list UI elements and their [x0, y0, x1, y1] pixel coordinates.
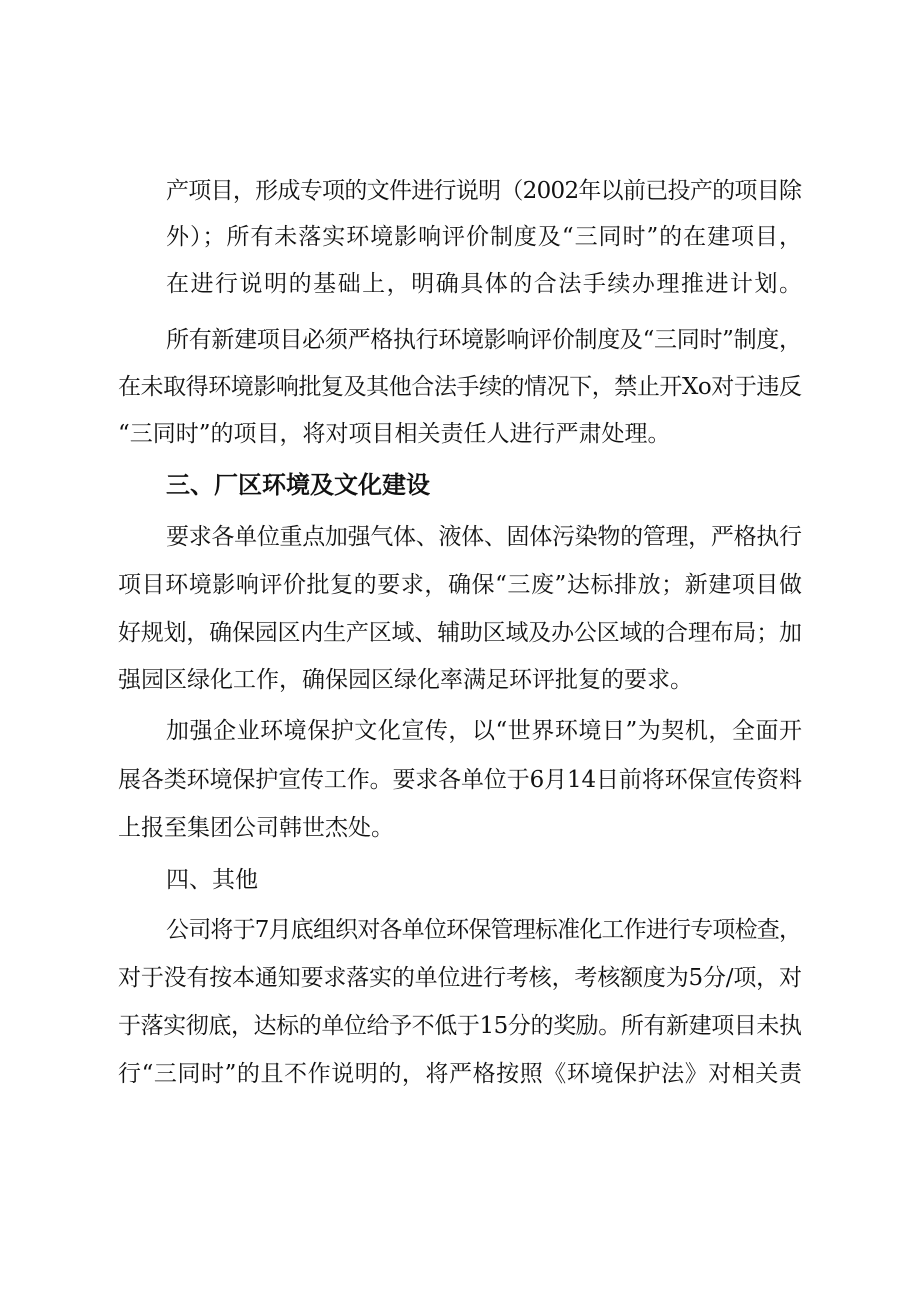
- paragraph-5-line-4: 行“三同时”的且不作说明的，将严格按照《环境保护法》对相关责: [118, 1061, 803, 1087]
- paragraph-4-line-2: 展各类环境保护宣传工作。要求各单位于6月14日前将环保宣传资料: [118, 767, 802, 793]
- section-heading-3: 三、厂区环境及文化建设: [166, 471, 430, 499]
- paragraph-3-line-1: 要求各单位重点加强气体、液体、固体污染物的管理，严格执行: [166, 524, 802, 550]
- paragraph-3-line-2: 项目环境影响评价批复的要求，确保“三废”达标排放；新建项目做: [118, 572, 803, 598]
- paragraph-5-line-1: 公司将于7月底组织对各单位环保管理标准化工作进行专项检查，: [166, 917, 802, 943]
- paragraph-1-line-1: 产项目，形成专项的文件进行说明（2002年以前已投产的项目除: [166, 178, 802, 204]
- paragraph-1-line-2: 外）；所有未落实环境影响评价制度及“三同时”的在建项目，: [166, 224, 803, 250]
- paragraph-5-line-2: 对于没有按本通知要求落实的单位进行考核，考核额度为5分/项，对: [118, 965, 802, 991]
- section-heading-4: 四、其他: [166, 867, 258, 893]
- paragraph-1-line-3: 在进行说明的基础上，明确具体的合法手续办理推进计划。: [166, 271, 804, 297]
- paragraph-2-line-1: 所有新建项目必须严格执行环境影响评价制度及“三同时”制度，: [166, 327, 802, 353]
- paragraph-2-line-3: “三同时”的项目，将对项目相关责任人进行严肃处理。: [118, 421, 671, 447]
- paragraph-3-line-3: 好规划，确保园区内生产区域、辅助区域及办公区域的合理布局；加: [118, 620, 802, 646]
- paragraph-4-line-3: 上报至集团公司韩世杰处。: [118, 815, 394, 841]
- paragraph-3-line-4: 强园区绿化工作，确保园区绿化率满足环评批复的要求。: [118, 667, 693, 693]
- paragraph-2-line-2: 在未取得环境影响批复及其他合法手续的情况下，禁止开Xo对于违反: [118, 374, 802, 400]
- paragraph-4-line-1: 加强企业环境保护文化宣传，以“世界环境日”为契机，全面开: [166, 718, 803, 744]
- paragraph-5-line-3: 于落实彻底，达标的单位给予不低于15分的奖励。所有新建项目未执: [118, 1013, 802, 1039]
